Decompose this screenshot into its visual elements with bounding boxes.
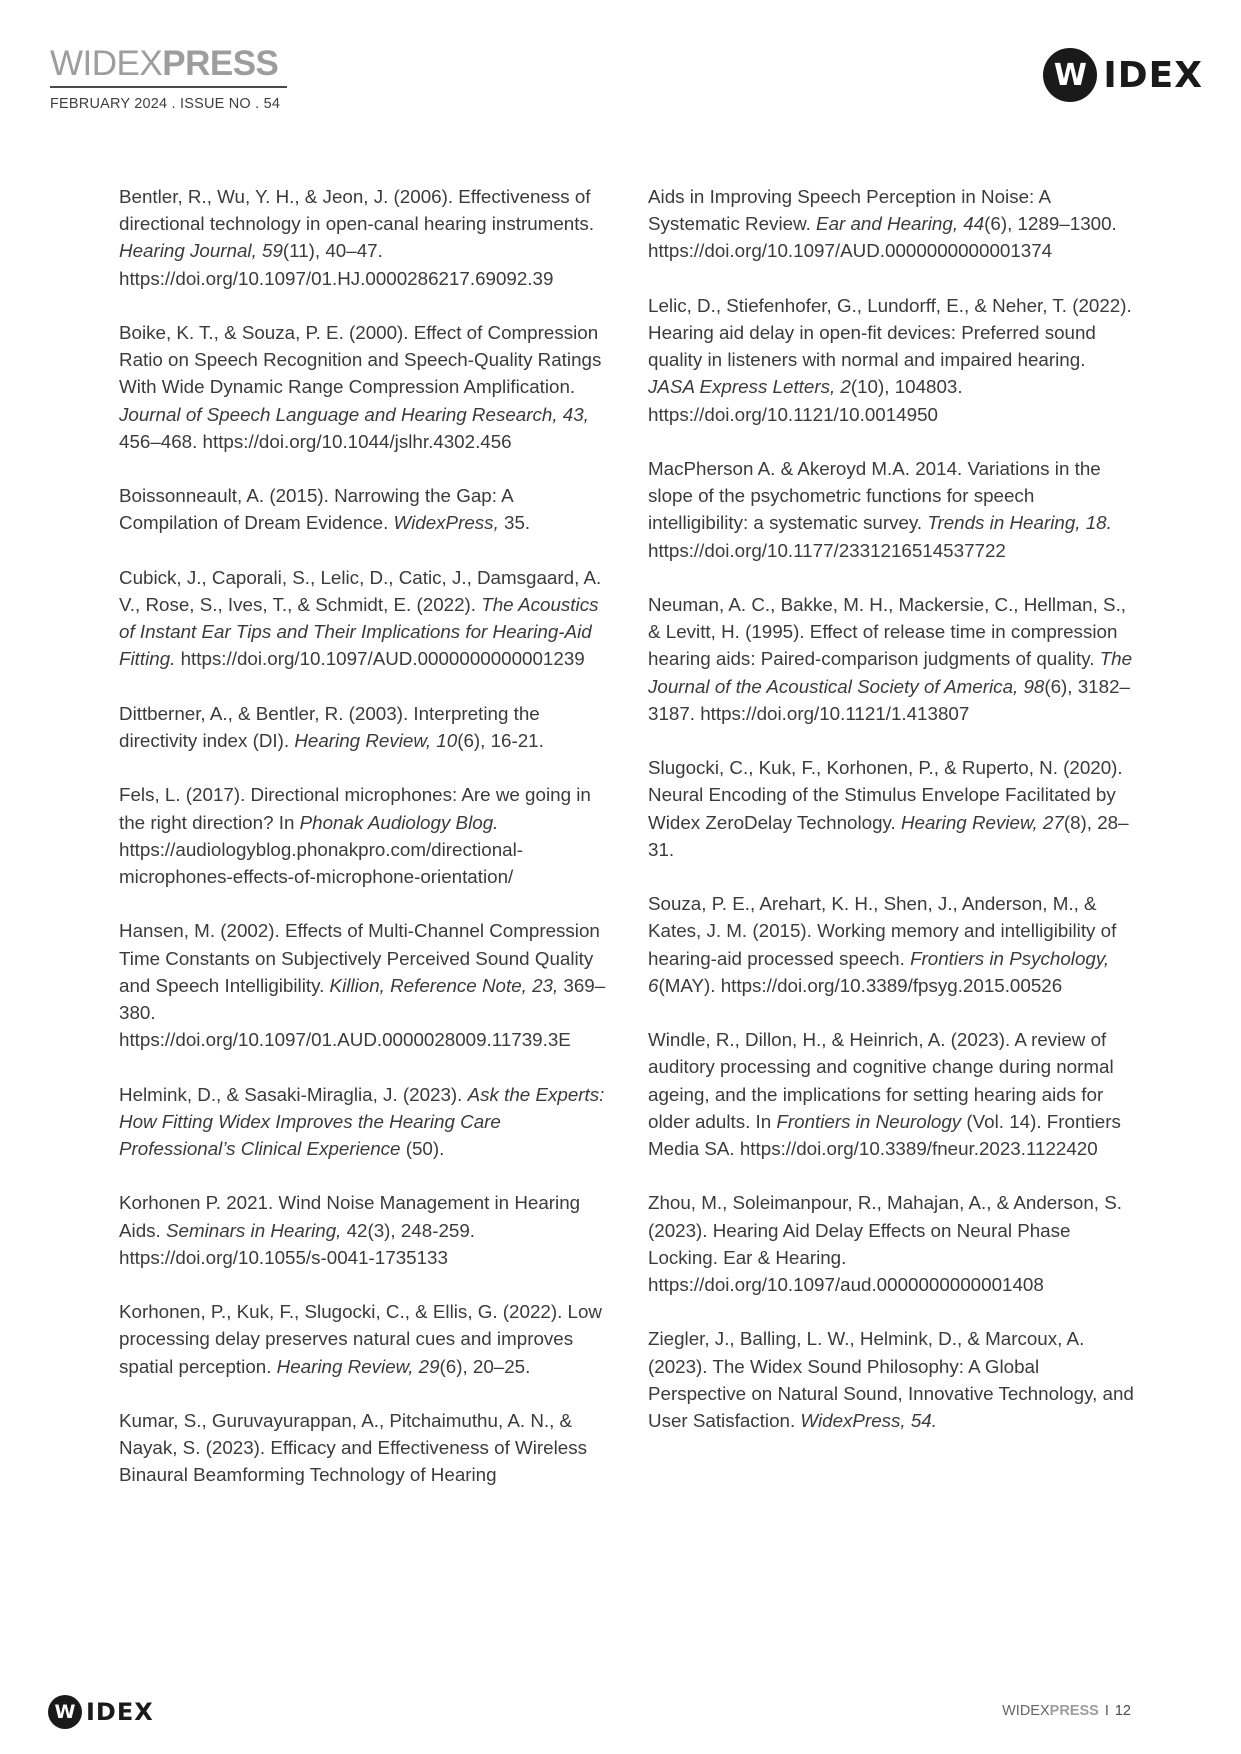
reference-text: Boike, K. T., & Souza, P. E. (2000). Effect of Compression Ratio on Speech Recognition and Speech-Quality Ratings With Wide Dynamic Range Compression Amplification.: [119, 322, 602, 398]
reference-text: (6), 1289–1300. https://doi.org/10.1097/AUD.0000000000001374: [648, 213, 1117, 262]
reference-text: https://audiologyblog.phonakpro.com/directional-microphones-effects-of-microphone-orientation/: [119, 838, 524, 887]
reference-source: Killion, Reference Note, 23,: [329, 974, 559, 996]
reference-text: Boissonneault, A. (2015). Narrowing the Gap: A Compilation of Dream Evidence.: [119, 485, 513, 534]
reference-text: (8), 28–31.: [648, 811, 1129, 860]
reference-source: Seminars in Hearing,: [165, 1219, 342, 1241]
reference-text: Korhonen, P., Kuk, F., Slugocki, C., & Ellis, G. (2022). Low processing delay preserves natural cues and improves spatial perception.: [119, 1301, 602, 1377]
reference-entry: [648, 1189, 1136, 1298]
reference-source: JASA Express Letters, 2: [648, 376, 851, 398]
reference-text: MacPherson A. & Akeroyd M.A. 2014. Variations in the slope of the psychometric functions for speech intelligibility: a systematic survey.: [648, 458, 1101, 534]
reference-text: Slugocki, C., Kuk, F., Korhonen, P., & Ruperto, N. (2020). Neural Encoding of the Stimulus Envelope Facilitated by Widex ZeroDelay Technology.: [648, 757, 1123, 833]
reference-text: 456–468. https://doi.org/10.1044/jslhr.4302.456: [119, 430, 512, 452]
reference-entry: [648, 292, 1136, 428]
reference-text: Lelic, D., Stiefenhofer, G., Lundorff, E., & Neher, T. (2022). Hearing aid delay in open-fit devices: Preferred sound quality in listeners with normal and impaired hearing.: [648, 294, 1132, 371]
reference-entry: [648, 754, 1136, 863]
reference-text: 35.: [498, 512, 531, 534]
reference-entry: [119, 917, 607, 1053]
footer-separator: I: [1104, 1703, 1109, 1719]
reference-entry: [119, 482, 607, 536]
reference-text: Neuman, A. C., Bakke, M. H., Mackersie, C., Hellman, S., & Levitt, H. (1995). Effect of release time in compression hearing aids: Paired-comparison judgments of quality.: [648, 594, 1127, 670]
reference-entry: [119, 319, 607, 455]
reference-source: Trends in Hearing, 18.: [927, 512, 1112, 534]
reference-entry: [119, 1189, 607, 1271]
page-footer: [1002, 1703, 1131, 1719]
reference-entry: [119, 1298, 607, 1380]
reference-text: Zhou, M., Soleimanpour, R., Mahajan, A., & Anderson, S. (2023). Hearing Aid Delay Effects on Neural Phase Locking. Ear & Hearing. https://doi.org/10.1097/aud.0000000000001408: [648, 1192, 1122, 1296]
reference-text: Fels, L. (2017). Directional microphones: Are we going in the right direction? In: [119, 784, 591, 833]
reference-source: Ear and Hearing, 44: [816, 213, 985, 235]
reference-source: Hearing Journal, 59: [119, 240, 283, 262]
widex-logo-top: [1043, 48, 1203, 102]
issue-line: FEBRUARY 2024 . ISSUE NO . 54: [50, 95, 281, 112]
reference-source: Hearing Review, 27: [900, 811, 1064, 833]
reference-text: Souza, P. E., Arehart, K. H., Shen, J., Anderson, M., & Kates, J. M. (2015). Working memory and intelligibility of hearing-aid processed speech.: [648, 893, 1117, 969]
widex-logo-bottom: [48, 1695, 154, 1729]
reference-source: The Journal of the Acoustical Society of America, 98: [648, 648, 1133, 697]
reference-entry: [648, 1026, 1136, 1162]
reference-text: (11), 40–47. https://doi.org/10.1097/01.HJ.0000286217.69092.39: [119, 240, 554, 289]
reference-text: (Vol. 14). Frontiers Media SA. https://doi.org/10.3389/fneur.2023.1122420: [648, 1110, 1121, 1160]
reference-entry: [648, 1325, 1136, 1434]
widex-logo-text: IDEX: [86, 1698, 154, 1726]
reference-entry: [648, 455, 1136, 564]
page-number: 12: [1114, 1703, 1131, 1719]
reference-entry: [119, 781, 607, 890]
reference-text: 369–380. https://doi.org/10.1097/01.AUD.0000028009.11739.3E: [119, 974, 606, 1051]
reference-entry: [119, 700, 607, 754]
reference-text: https://doi.org/10.1097/AUD.0000000000001239: [175, 648, 585, 670]
references-column-left: [119, 183, 607, 1516]
reference-entry: [119, 1407, 607, 1489]
reference-text: Hansen, M. (2002). Effects of Multi-Channel Compression Time Constants on Subjectively Perceived Sound Quality and Speech Intelligibility.: [119, 920, 600, 996]
reference-entry: [119, 1081, 607, 1163]
reference-source: WidexPress,: [393, 512, 499, 534]
reference-source: Hearing Review, 29: [276, 1355, 440, 1377]
reference-text: (6), 3182–3187. https://doi.org/10.1121/1.413807: [648, 675, 1130, 724]
reference-text: Dittberner, A., & Bentler, R. (2003). Interpreting the directivity index (DI).: [119, 702, 540, 751]
reference-entry: [119, 183, 607, 292]
footer-brand-bold: PRESS: [1049, 1703, 1099, 1719]
masthead-divider: [50, 86, 287, 88]
publication-title-light: WIDEX: [50, 44, 163, 83]
publication-title-bold: PRESS: [162, 44, 279, 83]
widex-logo-badge: W: [1043, 48, 1097, 102]
footer-brand-light: WIDEX: [1002, 1703, 1050, 1719]
reference-text: Kumar, S., Guruvayurappan, A., Pitchaimuthu, A. N., & Nayak, S. (2023). Efficacy and Effectiveness of Wireless Binaural Beamforming Technology of Hearing: [119, 1409, 587, 1486]
reference-text: Helmink, D., & Sasaki-Miraglia, J. (2023).: [119, 1083, 468, 1105]
reference-text: (MAY). https://doi.org/10.3389/fpsyg.2015.00526: [658, 974, 1063, 996]
reference-source: WidexPress, 54.: [800, 1410, 937, 1432]
reference-text: Ziegler, J., Balling, L. W., Helmink, D., & Marcoux, A. (2023). The Widex Sound Philosophy: A Global Perspective on Natural Sound, Innovative Technology, and User Satisfaction.: [648, 1328, 1134, 1432]
references-column-right: [648, 183, 1136, 1461]
reference-entry: [648, 183, 1136, 265]
reference-text: Windle, R., Dillon, H., & Heinrich, A. (2023). A review of auditory processing and cognitive change during normal ageing, and the implications for setting hearing aids for older adults. In: [648, 1029, 1114, 1132]
reference-source: The Acoustics of Instant Ear Tips and Their Implications for Hearing-Aid Fitting.: [119, 594, 599, 670]
reference-entry: [119, 564, 607, 673]
reference-entry: [648, 591, 1136, 727]
reference-text: (50).: [400, 1138, 445, 1159]
reference-text: (6), 16-21.: [457, 730, 544, 751]
reference-source: Journal of Speech Language and Hearing Research, 43,: [119, 403, 589, 425]
reference-text: Korhonen P. 2021. Wind Noise Management in Hearing Aids.: [119, 1192, 581, 1241]
reference-text: Aids in Improving Speech Perception in Noise: A Systematic Review.: [648, 186, 1050, 235]
reference-text: 42(3), 248-259. https://doi.org/10.1055/s-0041-1735133: [119, 1219, 476, 1268]
reference-source: Hearing Review, 10: [294, 730, 458, 751]
reference-source: Frontiers in Neurology: [776, 1110, 962, 1132]
reference-source: Frontiers in Psychology, 6: [648, 947, 1110, 996]
reference-entry: [648, 890, 1136, 999]
reference-text: (6), 20–25.: [439, 1355, 531, 1377]
reference-text: Bentler, R., Wu, Y. H., & Jeon, J. (2006). Effectiveness of directional technology in open-canal hearing instruments.: [119, 186, 595, 235]
reference-text: (10), 104803. https://doi.org/10.1121/10.0014950: [648, 376, 963, 425]
widex-logo-badge: W: [48, 1695, 82, 1729]
masthead: [50, 44, 290, 112]
reference-text: https://doi.org/10.1177/2331216514537722: [648, 539, 1006, 561]
reference-text: Cubick, J., Caporali, S., Lelic, D., Catic, J., Damsgaard, A. V., Rose, S., Ives, T., & Schmidt, E. (2022).: [119, 566, 602, 615]
publication-title: [50, 44, 290, 84]
reference-source: Phonak Audiology Blog.: [299, 811, 499, 833]
reference-source: Ask the Experts: How Fitting Widex Improves the Hearing Care Professional’s Clinical Experience: [119, 1083, 605, 1159]
widex-logo-text: IDEX: [1103, 54, 1203, 96]
